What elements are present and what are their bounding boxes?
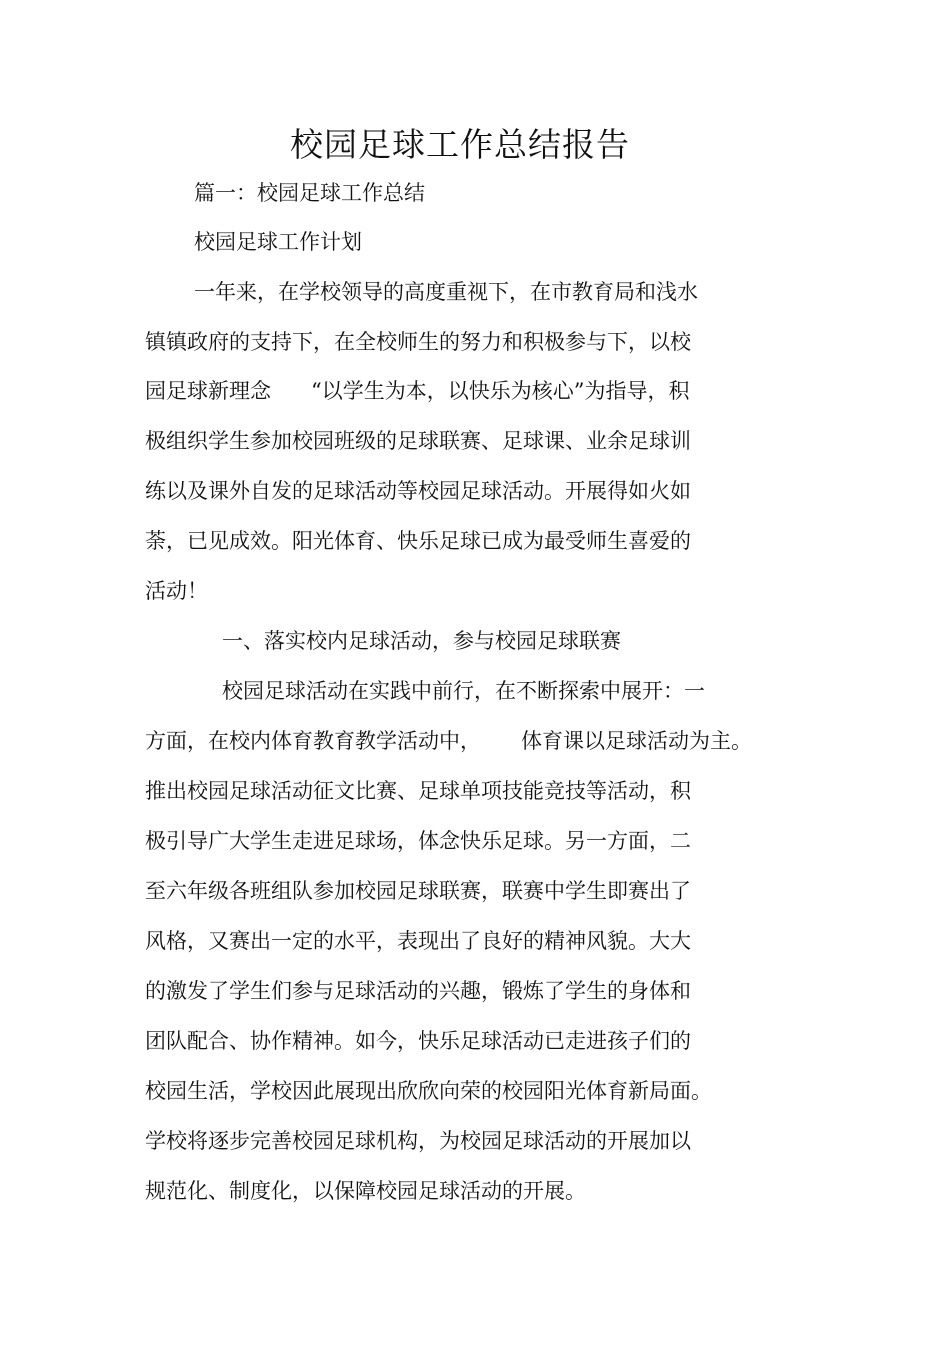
paragraph-line: 学校将逐步完善校园足球机构，为校园足球活动的开展加以 <box>145 1129 691 1153</box>
paragraph-line: 校园足球活动在实践中前行，在不断探索中展开：一 <box>222 679 705 703</box>
paragraph-line: 校园生活，学校因此展现出欣欣向荣的校园阳光体育新局面。 <box>145 1079 712 1103</box>
paragraph-line: 园足球新理念 “以学生为本，以快乐为核心”为指导，积 <box>145 379 690 403</box>
paragraph-line: 练以及课外自发的足球活动等校园足球活动。开展得如火如 <box>145 479 691 503</box>
section-heading: 篇一：校园足球工作总结 <box>194 181 425 205</box>
paragraph-line: 荼，已见成效。阳光体育、快乐足球已成为最受师生喜爱的 <box>145 529 691 553</box>
paragraph-line: 至六年级各班组队参加校园足球联赛，联赛中学生即赛出了 <box>145 879 691 903</box>
paragraph-line: 推出校园足球活动征文比赛、足球单项技能竞技等活动，积 <box>145 779 691 803</box>
paragraph-line: 极组织学生参加校园班级的足球联赛、足球课、业余足球训 <box>145 429 691 453</box>
paragraph-line: 风格，又赛出一定的水平，表现出了良好的精神风貌。大大 <box>145 929 691 953</box>
document-title: 校园足球工作总结报告 <box>290 125 630 164</box>
paragraph-line: 规范化、制度化，以保障校园足球活动的开展。 <box>145 1179 586 1203</box>
section-heading: 一、落实校内足球活动，参与校园足球联赛 <box>222 629 621 653</box>
paragraph-line: 极引导广大学生走进足球场，体念快乐足球。另一方面，二 <box>145 829 691 853</box>
paragraph-line: 方面，在校内体育教育教学活动中， 体育课以足球活动为主。 <box>145 729 753 753</box>
paragraph-line: 活动！ <box>145 579 208 603</box>
paragraph-line: 团队配合、协作精神。如今，快乐足球活动已走进孩子们的 <box>145 1029 691 1053</box>
paragraph-line: 一年来，在学校领导的高度重视下，在市教育局和浅水 <box>194 280 698 304</box>
paragraph-line: 镇镇政府的支持下，在全校师生的努力和积极参与下，以校 <box>145 330 691 354</box>
subheading: 校园足球工作计划 <box>194 230 362 254</box>
paragraph-line: 的激发了学生们参与足球活动的兴趣，锻炼了学生的身体和 <box>145 979 691 1003</box>
